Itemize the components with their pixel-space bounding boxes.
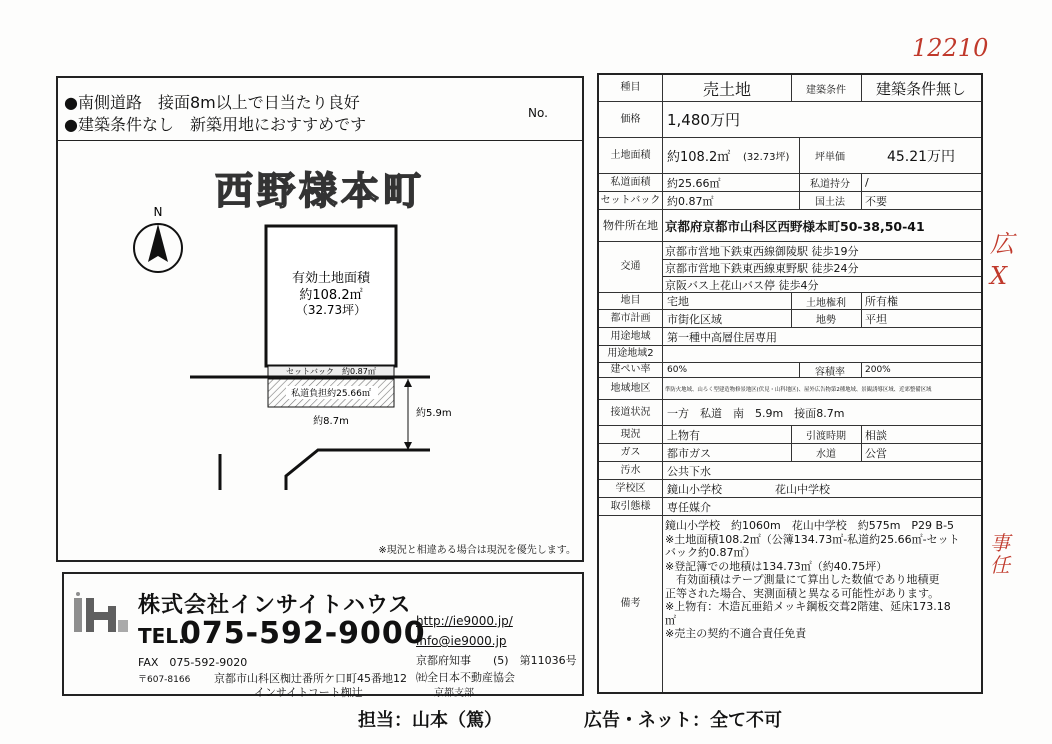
label-sewage: 汚水 <box>599 462 663 479</box>
row-type <box>599 75 981 102</box>
label-chimoku: 地目 <box>599 293 663 309</box>
row-district <box>599 378 981 400</box>
value-setback: 約0.87㎡ <box>667 194 714 208</box>
value-private: 約25.66㎡ <box>667 176 721 190</box>
handwritten-mark: 広 X <box>990 230 1014 290</box>
company-url[interactable]: http://ie9000.jp/ <box>416 614 513 628</box>
label-location: 物件所在地 <box>599 210 663 241</box>
label-private: 私道面積 <box>599 174 663 191</box>
private-road-label: 私道負担約25.66㎡ <box>291 389 371 399</box>
value-remarks <box>665 519 977 641</box>
value-zone: 第一種中高層住居専用 <box>667 330 777 344</box>
setback-label: セットバック 約0.87㎡ <box>286 367 376 376</box>
row-gas <box>599 444 981 462</box>
fax-number: FAX 075-592-9020 <box>138 656 248 669</box>
road-width-label: 約5.9m <box>416 408 452 419</box>
number-label: No. <box>528 106 548 120</box>
value-district: 準防火地域、山ろく型建造物修景地区(伏見・山科地区)、屋外広告物第2種地域、景観誘導区域、近郊整備区域 <box>665 386 932 393</box>
ad-restriction: 広告・ネット：全て不可 <box>584 710 782 731</box>
footer <box>0 706 1052 730</box>
label-land-right: 土地権利 <box>806 297 846 309</box>
remarks-line: ※売主の契約不適合責任免責 <box>665 627 807 640</box>
label-school: 学校区 <box>599 480 663 497</box>
label-nlu: 国土法 <box>815 197 845 208</box>
label-share: 私道持分 <box>810 179 850 190</box>
value-bcr: 60% <box>667 365 688 375</box>
label-condition: 建築条件 <box>806 84 846 96</box>
label-unit-price: 坪単価 <box>815 152 845 163</box>
row-plan <box>599 310 981 328</box>
value-status: 上物有 <box>667 428 700 442</box>
company-address: 京都市山科区椥辻番所ケ口町45番地12 <box>214 672 407 685</box>
postal-code: 〒607-8166 <box>138 675 191 685</box>
value-handover: 相談 <box>865 428 887 442</box>
property-map-panel <box>56 76 584 562</box>
company-name: 株式会社インサイトハウス <box>138 593 412 618</box>
value-land-right: 所有権 <box>865 295 898 308</box>
row-status <box>599 426 981 444</box>
north-label: N <box>153 205 163 219</box>
license-number: 京都府知事 (5) 第11036号 <box>416 654 577 667</box>
row-zone <box>599 328 981 346</box>
value-share: / <box>865 176 869 189</box>
row-price <box>599 102 981 138</box>
value-far: 200% <box>865 365 891 375</box>
disclaimer-note: ※現況と相違ある場合は現況を優先します。 <box>378 545 576 556</box>
remarks-line: 正等された場合、実測面積と異なる可能性があります。 <box>665 586 940 600</box>
label-zone: 用途地域 <box>599 328 663 345</box>
company-branch: インサイトコート椥辻 <box>254 686 363 699</box>
site-map <box>58 78 582 560</box>
remarks-line: ㎡ <box>665 613 676 627</box>
value-gas: 都市ガス <box>667 446 711 460</box>
value-water: 公営 <box>865 446 887 460</box>
value-sewage: 公共下水 <box>667 464 711 478</box>
area-title: 有効土地面積 <box>291 271 371 286</box>
staff-name: 担当：山本（篤） <box>358 710 502 731</box>
association-name: ㈳全日本不動産協会 <box>416 671 515 684</box>
row-private <box>599 174 981 192</box>
frontage-label: 約8.7m <box>313 416 349 427</box>
company-email[interactable]: info@ie9000.jp <box>416 634 507 648</box>
value-traffic-3: 京阪バス上花山バス停 徒歩4分 <box>665 278 819 292</box>
handwritten-mark-2: 事任 <box>990 531 1010 577</box>
remarks-line: ※登記簿での地積は134.73㎡（約40.75坪） <box>665 559 888 573</box>
label-zone2: 用途地域2 <box>599 346 663 362</box>
label-district: 地域地区 <box>599 378 663 399</box>
value-price: 1,480万円 <box>667 111 740 129</box>
value-traffic-1: 京都市営地下鉄東西線御陵駅 徒歩19分 <box>665 244 859 258</box>
value-traffic-2: 京都市営地下鉄東西線東野駅 徒歩24分 <box>665 261 859 275</box>
row-deal <box>599 498 981 516</box>
tel-label: TEL. <box>138 624 186 648</box>
row-bcr <box>599 363 981 378</box>
row-school <box>599 480 981 498</box>
value-chimoku: 宅地 <box>667 295 689 308</box>
label-terrain: 地勢 <box>816 315 836 326</box>
value-land: 約108.2㎡ <box>667 150 731 165</box>
value-condition: 建築条件無し <box>875 79 966 98</box>
row-road <box>599 400 981 426</box>
compass-icon <box>134 224 182 272</box>
handwritten-number: 12210 <box>912 34 989 62</box>
label-land: 土地面積 <box>599 138 663 173</box>
label-price: 価格 <box>599 102 663 137</box>
company-panel <box>62 572 584 699</box>
row-zone2 <box>599 346 981 363</box>
row-land <box>599 138 981 174</box>
value-location: 京都府京都市山科区西野様本町50-38,50-41 <box>665 218 925 234</box>
value-terrain: 平坦 <box>865 312 887 326</box>
label-water: 水道 <box>816 449 836 460</box>
town-name: 西野様本町 <box>214 168 425 213</box>
feature-line-2: ●建築条件なし 新築用地におすすめです <box>64 115 367 134</box>
row-sewage <box>599 462 981 480</box>
value-road: 一方 私道 南 5.9m 接面8.7m <box>667 406 845 420</box>
value-land-tsubo: (32.73坪) <box>743 152 790 163</box>
value-unit-price: 45.21万円 <box>886 148 956 165</box>
row-setback <box>599 192 981 210</box>
value-nlu: 不要 <box>865 194 887 208</box>
row-chimoku <box>599 293 981 310</box>
row-location <box>599 210 981 242</box>
association-branch: 京都支部 <box>434 688 474 699</box>
value-school-elementary: 鏡山小学校 <box>667 482 722 496</box>
property-info-table <box>597 73 983 694</box>
label-traffic: 交通 <box>599 242 663 292</box>
area-tsubo: （32.73坪） <box>295 303 367 317</box>
label-plan: 都市計画 <box>599 310 663 327</box>
value-deal: 専任媒介 <box>667 500 711 514</box>
row-traffic <box>599 242 981 293</box>
label-far: 容積率 <box>815 366 845 378</box>
remarks-line: 鏡山小学校 約1060m 花山中学校 約575m P29 B-5 <box>665 519 955 532</box>
label-road: 接道状況 <box>599 400 663 425</box>
remarks-line: ※上物有：木造瓦亜鉛メッキ鋼板交葺2階建、延床173.18 <box>665 600 951 613</box>
label-gas: ガス <box>599 444 663 461</box>
label-bcr: 建ぺい率 <box>599 363 663 377</box>
remarks-line: ※土地面積108.2㎡（公簿134.73㎡-私道約25.66㎡-セット <box>665 532 960 546</box>
feature-line-1: ●南側道路 接面8m以上で日当たり良好 <box>64 93 360 112</box>
label-type: 種目 <box>599 75 663 101</box>
label-setback: セットバック <box>599 192 663 209</box>
label-deal: 取引態様 <box>599 498 663 515</box>
value-plan: 市街化区域 <box>667 312 722 326</box>
value-school-junior: 花山中学校 <box>775 482 830 496</box>
label-handover: 引渡時期 <box>806 431 846 442</box>
label-remarks: 備考 <box>599 516 663 692</box>
area-sqm: 約108.2㎡ <box>299 288 363 303</box>
label-status: 現況 <box>599 426 663 443</box>
row-remarks <box>599 516 981 692</box>
remarks-line: 有効面積はテープ測量にて算出した数値であり地積更 <box>665 573 940 586</box>
value-type: 売土地 <box>702 79 751 99</box>
company-logo-icon <box>72 592 130 636</box>
remarks-line: バック約0.87㎡） <box>665 546 756 559</box>
tel-number: 075-592-9000 <box>180 616 426 651</box>
